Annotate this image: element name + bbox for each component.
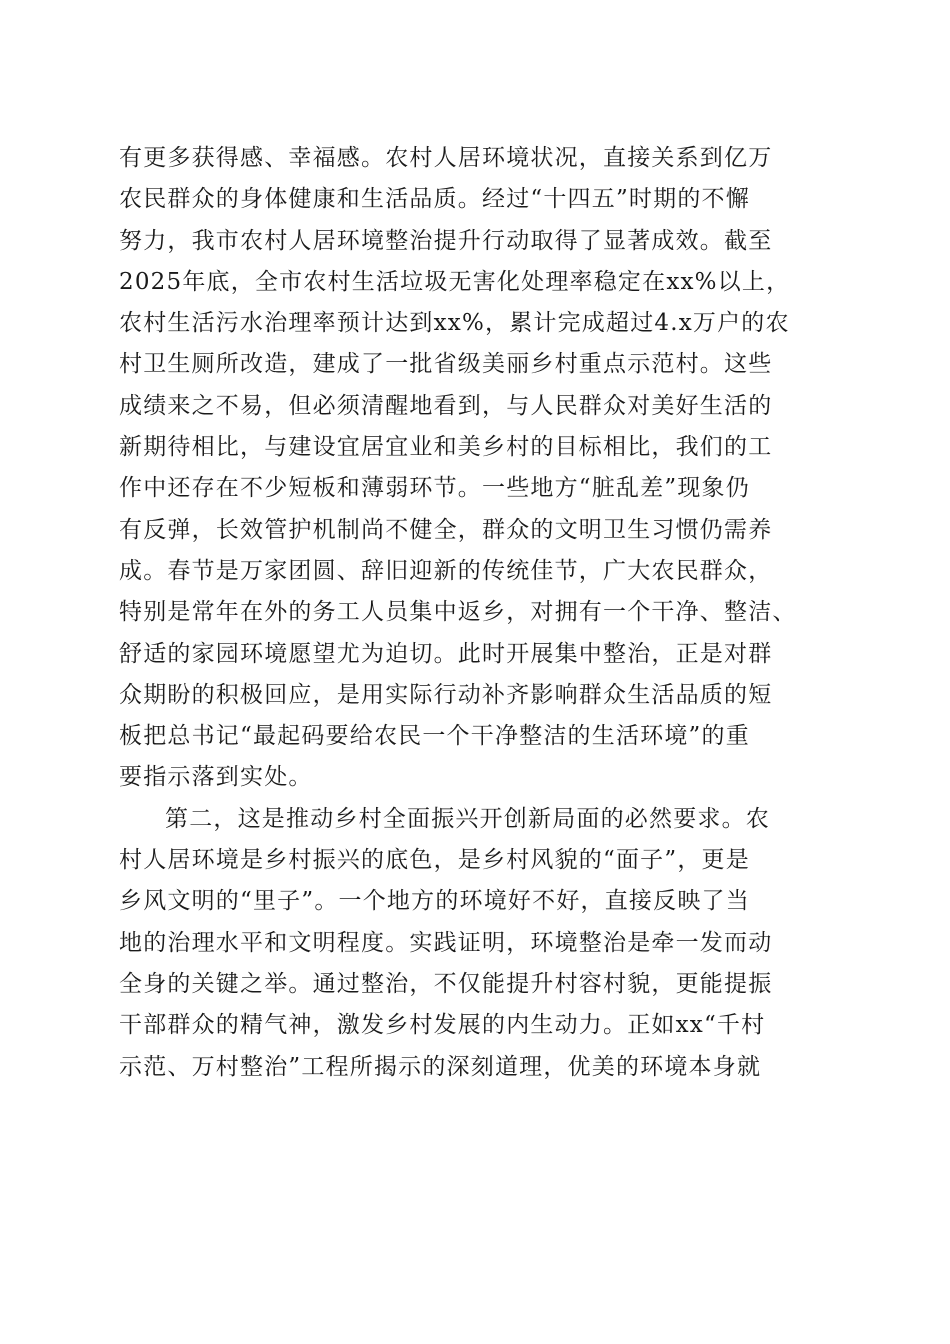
text-line: 干部群众的精气神，激发乡村发展的内生动力。正如xx“千村 xyxy=(119,1012,766,1039)
paragraph-start-line: 第二，这是推动乡村全面振兴开创新局面的必然要求。农 xyxy=(165,805,770,832)
text-line: 有反弹，长效管护机制尚不健全，群众的文明卫生习惯仍需养 xyxy=(119,516,773,543)
text-line: 全身的关键之举。通过整治，不仅能提升村容村貌，更能提振 xyxy=(119,970,773,997)
text-line: 板把总书记“最起码要给农民一个干净整洁的生活环境”的重 xyxy=(119,723,750,750)
text-line: 新期待相比，与建设宜居宜业和美乡村的目标相比，我们的工 xyxy=(119,434,773,461)
text-line: 示范、万村整治”工程所揭示的深刻道理，优美的环境本身就 xyxy=(119,1053,762,1080)
text-line: 成。春节是万家团圆、辞旧迎新的传统佳节，广大农民群众， xyxy=(119,557,773,584)
text-line: 村卫生厕所改造，建成了一批省级美丽乡村重点示范村。这些 xyxy=(119,351,773,378)
text-line: 村人居环境是乡村振兴的底色，是乡村风貌的“面子”，更是 xyxy=(119,847,750,874)
text-line: 成绩来之不易，但必须清醒地看到，与人民群众对美好生活的 xyxy=(119,392,773,419)
body-text xyxy=(119,138,839,1088)
text-line: 要指示落到实处。 xyxy=(119,764,313,791)
text-line: 众期盼的积极回应，是用实际行动补齐影响群众生活品质的短 xyxy=(119,681,773,708)
text-line: 有更多获得感、幸福感。农村人居环境状况，直接关系到亿万 xyxy=(119,145,773,171)
text-line: 作中还存在不少短板和薄弱环节。一些地方“脏乱差”现象仍 xyxy=(119,475,750,502)
text-line: 农村生活污水治理率预计达到xx%，累计完成超过4.x万户的农 xyxy=(119,310,790,337)
text-line: 舒适的家园环境愿望尤为迫切。此时开展集中整治，正是对群 xyxy=(119,640,773,667)
text-line: 特别是常年在外的务工人员集中返乡，对拥有一个干净、整洁、 xyxy=(119,599,797,626)
text-line: 乡风文明的“里子”。一个地方的环境好不好，直接反映了当 xyxy=(119,888,750,915)
text-line: 2025年底，全市农村生活垃圾无害化处理率稳定在xx%以上， xyxy=(119,268,791,295)
text-line: 地的治理水平和文明程度。实践证明，环境整治是牵一发而动 xyxy=(119,929,773,956)
text-line: 农民群众的身体健康和生活品质。经过“十四五”时期的不懈 xyxy=(119,186,750,213)
text-line: 努力，我市农村人居环境整治提升行动取得了显著成效。截至 xyxy=(119,227,773,254)
